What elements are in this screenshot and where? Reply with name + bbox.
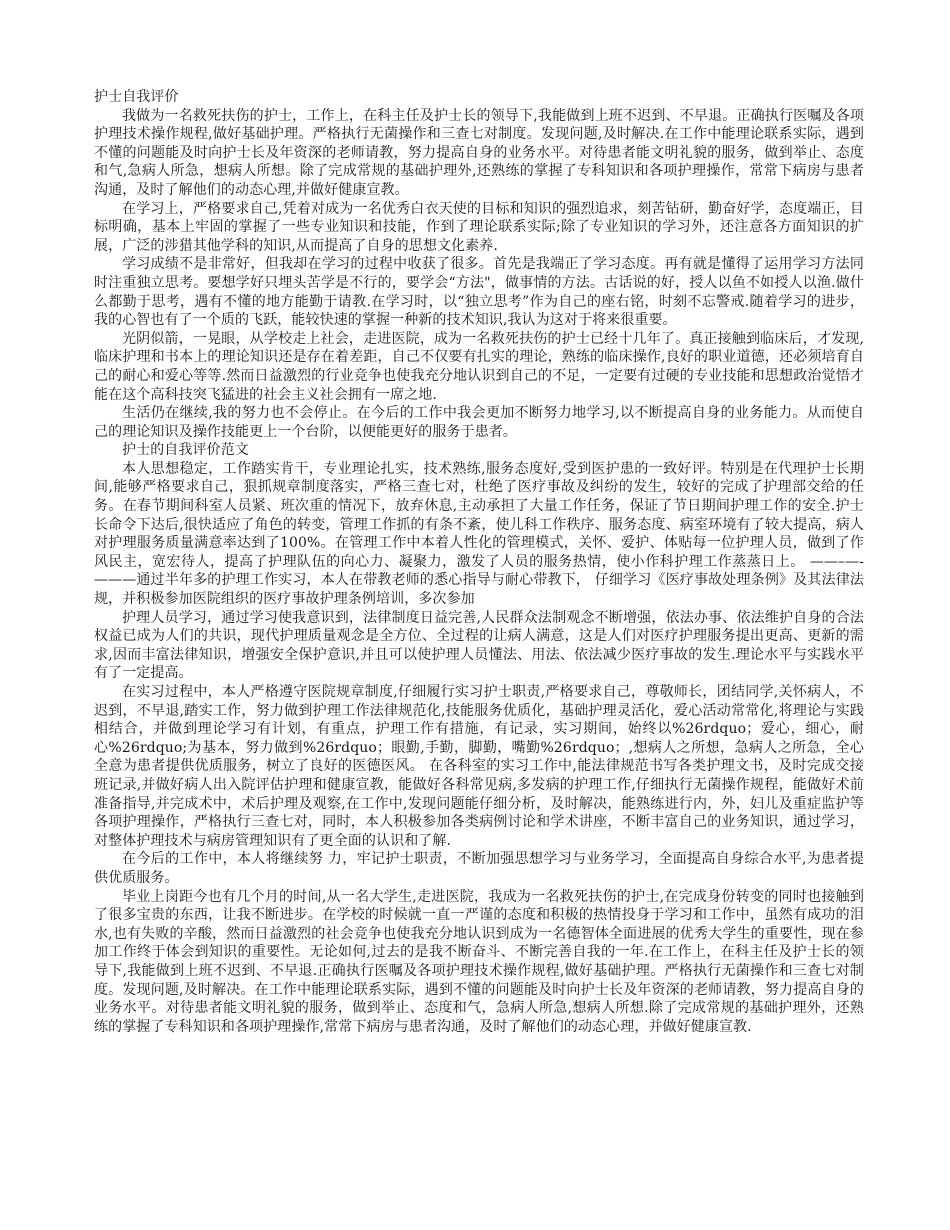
paragraph: 生活仍在继续,我的努力也不会停止。在今后的工作中我会更加不断努力地学习,以不断提高自身的业务能力。从而使自己的理论知识及操作技能更上一个台阶，以便能更好的服务于患者。 <box>94 405 864 440</box>
paragraph: 护理人员学习，通过学习使我意识到，法律制度日益完善,人民群众法制观念不断增强，依法办事、依法维护自身的合法权益已成为人们的共识，现代护理质量观念是全方位、全过程的让病人满意，这是人们对医疗护理服务提出更高、更新的需求,因而丰富法律知识，增强安全保护意识,并且可以使护理人员懂法、用法、依法减少医疗事故的发生.理论水平与实践水平有了一定提高。 <box>94 609 864 682</box>
paragraph: 学习成绩不是非常好，但我却在学习的过程中收获了很多。首先是我端正了学习态度。再有就是懂得了运用学习方法同时注重独立思考。要想学好只埋头苦学是不行的，要学会“方法"，做事情的方法。古话说的好，授人以鱼不如授人以渔.做什么都勤于思考，遇有不懂的地方能勤于请教.在学习时，以“独立思考”作为自己的座右铭，时刻不忘警戒.随着学习的进步，我的心智也有了一个质的飞跃，能较快速的掌握一种新的技术知识,我认为这对于将来很重要。 <box>94 256 864 329</box>
document-page <box>94 88 864 1036</box>
document-title: 护士自我评价 <box>94 89 179 105</box>
paragraph: 本人思想稳定，工作踏实肯干，专业理论扎实，技术熟练,服务态度好,受到医护患的一致好评。特别是在代理护士长期间,能够严格要求自己，狠抓规章制度落实，严格三查七对，杜绝了医疗事故及纠纷的发生，较好的完成了护理部交给的任务。在春节期间科室人员紧、班次重的情况下，放弃休息,主动承担了大量工作任务，保证了节日期间护理工作的安全.护士长命令下达后,很快适应了角色的转变，管理工作抓的有条不紊，使儿科工作秩序、服务态度、病室环境有了较大提高，病人对护理服务质量满意率达到了100%。在管理工作中本着人性化的管理模式，关怀、爱护、体贴每一位护理人员，做到了作风民主，宽宏待人，提高了护理队伍的向心力、凝聚力，激发了人员的服务热情，使小作科护理工作蒸蒸日上。 ——–—-———通过半年多的护理工作实习，本人在带教老师的悉心指导与耐心带教下， 仔细学习《医疗事故处理条例》及其法律法规，并积极参加医院组织的医疗事故护理条例培训，多次参加 <box>94 460 864 608</box>
paragraph: 我做为一名救死扶伤的护士，工作上，在科主任及护士长的领导下,我能做到上班不迟到、不早退。正确执行医嘱及各项护理技术操作规程,做好基础护理。严格执行无菌操作和三查七对制度。发现问题,及时解决.在工作中能理论联系实际，遇到不懂的问题能及时向护士长及年资深的老师请教，努力提高自身的业务水平。对待患者能文明礼貌的服务，做到举止、态度和气,急病人所急，想病人所想。除了完成常规的基础护理外,还熟练的掌握了专科知识和各项护理操作，常常下病房与患者沟通，及时了解他们的动态心理,并做好健康宣教。 <box>94 107 864 198</box>
paragraph: 在今后的工作中，本人将继续努 力，牢记护士职责，不断加强思想学习与业务学习，全面提高自身综合水平,为患者提供优质服务。 <box>94 851 864 886</box>
paragraph: 光阴似箭，一晃眼，从学校走上社会，走进医院，成为一名救死扶伤的护士已经十几年了。真正接触到临床后，才发现,临床护理和书本上的理论知识还是存在着差距，自己不仅要有扎实的理论，熟练的临床操作,良好的职业道德，还必须培育自己的耐心和爱心等等.然而日益激烈的行业竞争也使我充分地认识到自己的不足，一定要有过硬的专业技能和思想政治觉悟才能在这个高科技突飞猛进的社会主义社会拥有一席之地. <box>94 330 864 403</box>
paragraph: 毕业上岗距今也有几个月的时间,从一名大学生,走进医院，我成为一名救死扶伤的护士,在完成身份转变的同时也接触到了很多宝贵的东西，让我不断进步。在学校的时候就一直一严谨的态度和积极的热情投身于学习和工作中，虽然有成功的泪水,也有失败的辛酸，然而日益激烈的社会竞争也使我充分地认识到成为一名德智体全面进展的优秀大学生的重要性，现在参加工作终于体会到知识的重要性。无论如何,过去的是我不断奋斗、不断完善自我的一年.在工作上，在科主任及护士长的领导下,我能做到上班不迟到、不早退.正确执行医嘱及各项护理技术操作规程,做好基础护理。严格执行无菌操作和三查七对制度。发现问题,及时解决。在工作中能理论联系实际，遇到不懂的问题能及时向护士长及年资深的老师请教，努力提高自身的业务水平。对待患者能文明礼貌的服务，做到举止、态度和气，急病人所急,想病人所想.除了完成常规的基础护理外，还熟练的掌握了专科知识和各项护理操作,常常下病房与患者沟通，及时了解他们的动态心理，并做好健康宣教. <box>94 888 864 1035</box>
paragraph: 在实习过程中，本人严格遵守医院规章制度,仔细履行实习护士职责,严格要求自己，尊敬师长，团结同学,关怀病人，不迟到，不早退,踏实工作，努力做到护理工作法律规范化,技能服务优质化，基础护理灵活化，爱心活动常常化,将理论与实践相结合，并做到理论学习有计划，有重点，护理工作有措施，有记录，实习期间，始终以%26rdquo；爱心，细心，耐心%26rdquo;为基本，努力做到%26rdquo；眼勤,手勤，脚勤，嘴勤%26rdquo；,想病人之所想，急病人之所急，全心全意为患者提供优质服务，树立了良好的医德医风。 在各科室的实习工作中,能法律规范书写各类护理文书，及时完成交接班记录,并做好病人出入院评估护理和健康宣教，能做好各科常见病,多发病的护理工作,仔细执行无菌操作规程，能做好术前准备指导,并完成术中，术后护理及观察,在工作中,发现问题能仔细分析，及时解决，能熟练进行内，外，妇儿及重症监护等各项护理操作，严格执行三查七对，同时，本人积极参加各类病例讨论和学术讲座，不断丰富自己的业务知识，通过学习，对整体护理技术与病房管理知识有了更全面的认识和了解. <box>94 684 864 849</box>
section-heading: 护士的自我评价范文 <box>122 442 249 459</box>
paragraph: 在学习上，严格要求自己,凭着对成为一名优秀白衣天使的目标和知识的强烈追求，刻苦钻研，勤奋好学，态度端正，目标明确，基本上牢固的掌握了一些专业知识和技能，作到了理论联系实际;除了专业知识的学习外，还注意各方面知识的扩展，广泛的涉猎其他学科的知识,从而提高了自身的思想文化素养. <box>94 200 864 254</box>
